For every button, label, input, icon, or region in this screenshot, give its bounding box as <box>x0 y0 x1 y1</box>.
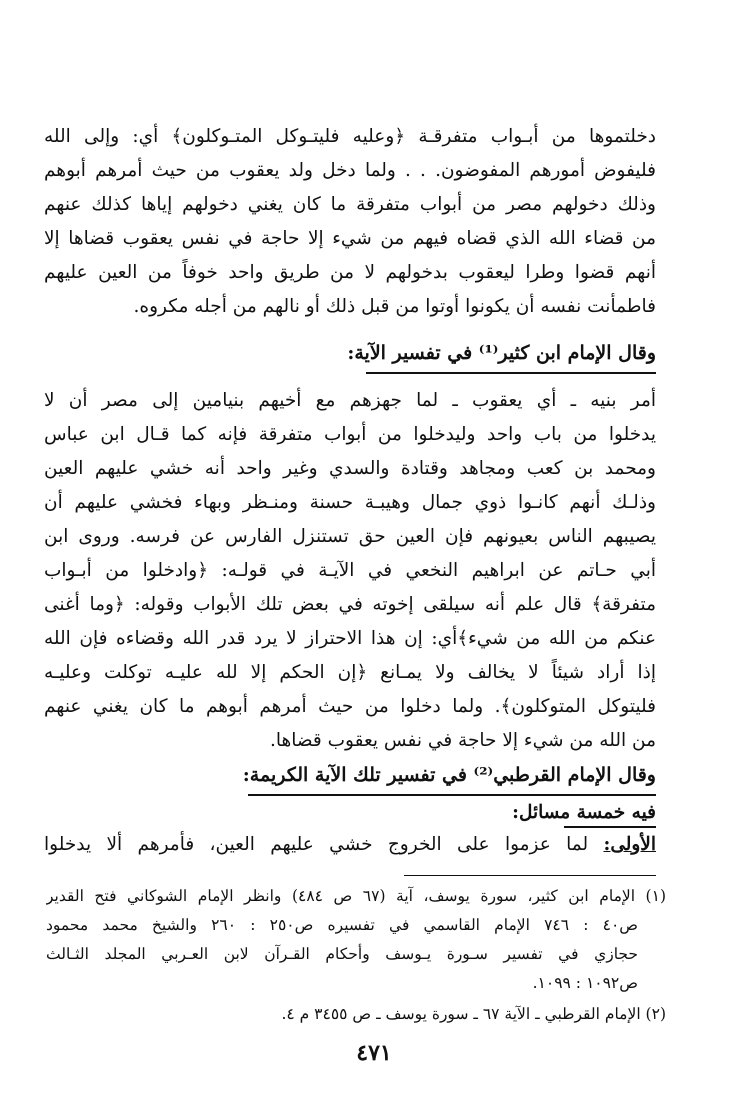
footnote-line: حجازي في تفسير سـورة يـوسف وأحكام القـرآن لابن العـربي المجلد الثـالث <box>46 945 638 963</box>
page-number: ٤٧١ <box>356 1040 392 1066</box>
text-line: من قضاء الله الذي قضاه فيهم من شيء إلا حاجة في نفس يعقوب قضاها إلا <box>44 228 656 249</box>
text-line: أنهم قضوا وطرا ليعقوب بدخولهم لا من طريق واحد خوفاً من العين عليهم <box>44 262 656 283</box>
text-line: فليتوكل المتوكلون﴾. ولما دخلوا من حيث أمرهم أبوهم ما كان يغني عنهم <box>44 696 656 717</box>
text-line: فاطمأنت نفسه أن يكونوا أوتوا من قبل ذلك أو نالهم من أجله مكروه. <box>133 296 656 317</box>
text-line: وذلك دخولهم مصر من أبواب متفرقة ما كان يغني دخولهم إياها كذلك عنهم <box>44 194 656 215</box>
footnote-separator <box>404 875 656 876</box>
first-point-label: الأولى: <box>603 834 656 855</box>
heading-underline <box>248 794 656 796</box>
first-point-text: لما عزموا على الخروج خشي عليهم العين، فأمرهم ألا يدخلوا <box>44 834 589 855</box>
subheading: فيه خمسة مسائل: <box>512 802 656 823</box>
text-line: أبي حـاتم عن ابراهيم النخعي في الآيـة في قولـه: ﴿وادخلوا من أبـواب <box>44 560 656 581</box>
text-line: متفرقة﴾ قال علم أنه سيلقى إخوته في بعض تلك الأبواب وقوله: ﴿وما أغنى <box>44 594 656 615</box>
footnote-line: (١) الإمام ابن كثير، سورة يوسف، آية (٦٧ ص ٤٨٤) وانظر الإمام الشوكاني فتح القدير <box>46 887 666 905</box>
text-line: فليفوض أمورهم المفوضون. . . ولما دخل ولد يعقوب من حيث أمرهم أبوهم <box>44 160 656 181</box>
text-line: من الله من شيء إلا حاجة في نفس يعقوب قضاها. <box>269 730 656 751</box>
text-line: ومحمد بن كعب ومجاهد وقتادة والسدي وغير واحد أنه خشي عليهم العين <box>44 458 656 479</box>
footnote-line: ص٤٠ : ٧٤٦ الإمام القاسمي في تفسيره ص٢٥٠ : ٢٦٠ والشيخ محمد محمود <box>46 916 638 934</box>
text-line: وذلـك أنهم كانـوا ذوي جمال وهيبـة حسنة ومنـظر وبهاء فخشي عليهم أن <box>44 492 656 513</box>
text-line: إذا أراد شيئاً لا يخالف ولا يمـانع ﴿إن الحكم إلا لله عليـه توكلت وعليـه <box>44 662 656 683</box>
text-line: أمر بنيه ـ أي يعقوب ـ لما جهزهم مع أخيهم بنيامين إلى مصر أن لا <box>44 390 656 411</box>
footnote-line: ص١٠٩٢ : ١٠٩٩. <box>532 974 638 992</box>
section-heading: وقال الإمام ابن كثير⁽¹⁾ في تفسير الآية: <box>347 342 656 364</box>
footnote-line: (٢) الإمام القرطبي ـ الآية ٦٧ ـ سورة يوسف ـ ص ٣٤٥٥ م ٤. <box>281 1005 666 1023</box>
text-line: يدخلوا من باب واحد وليدخلوا من أبواب متفرقة فإنه كما قـال ابن عباس <box>44 424 656 445</box>
text-line: يصيبهم الناس بعيونهم فإن العين حق تستنزل الفارس عن فرسه. وروى ابن <box>44 526 656 547</box>
heading-underline <box>366 372 656 374</box>
first-point-line <box>44 828 656 862</box>
text-line: عنكم من الله من شيء﴾أي: إن هذا الاحتراز لا يرد قدر الله وقضاءه فإن الله <box>44 628 656 649</box>
section-heading: وقال الإمام القرطبي⁽²⁾ في تفسير تلك الآية الكريمة: <box>242 764 656 786</box>
text-line: دخلتموها من أبـواب متفرقـة ﴿وعليه فليتـوكل المتـوكلون﴾ أي: وإلى الله <box>44 126 656 147</box>
